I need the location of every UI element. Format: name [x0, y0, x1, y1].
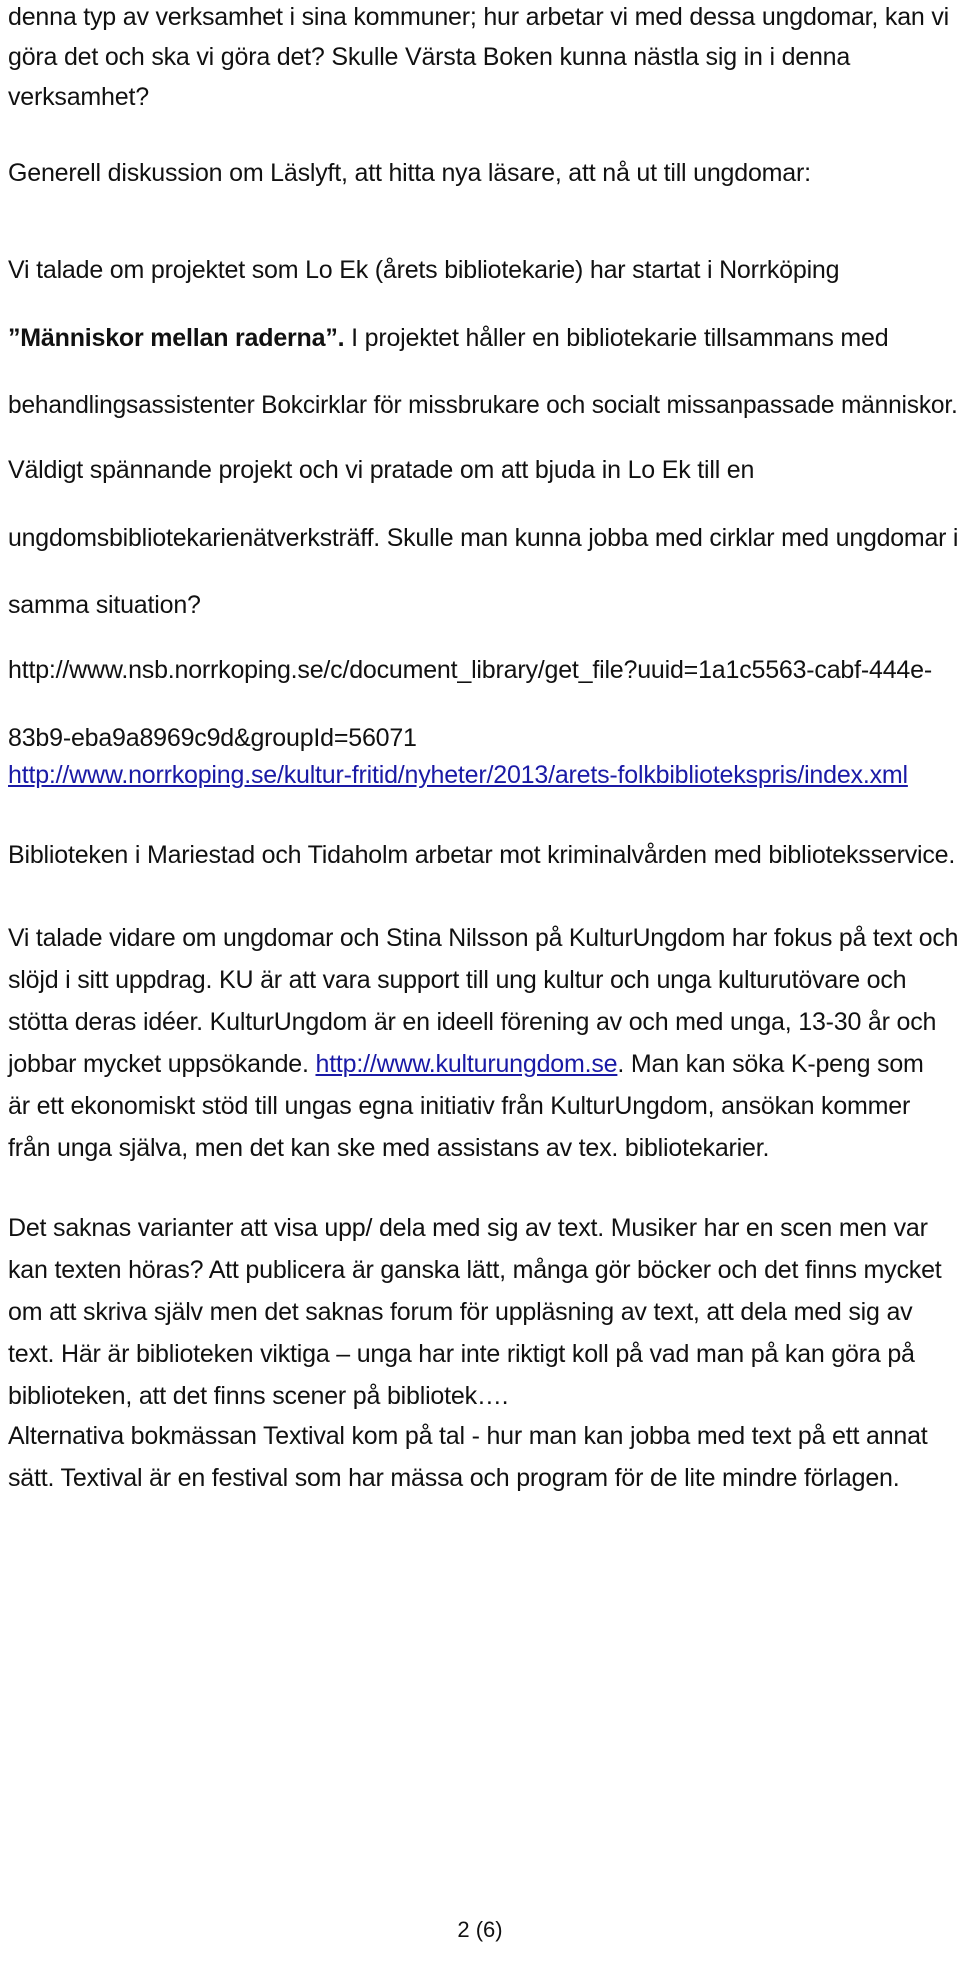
paragraph-line: stötta deras idéer. KulturUngdom är en ideell förening av och med unga, 13-30 år och [8, 1008, 937, 1036]
paragraph-line: är ett ekonomiskt stöd till ungas egna initiativ från KulturUngdom, ansökan kommer [8, 1092, 911, 1120]
paragraph-line: behandlingsassistenter Bokcirklar för missbrukare och socialt missanpassade människor. [8, 391, 958, 419]
paragraph-line: om att skriva själv men det saknas forum för uppläsning av text, att dela med sig av [8, 1298, 913, 1326]
paragraph-line: Alternativa bokmässan Textival kom på tal - hur man kan jobba med text på ett annat [8, 1422, 928, 1450]
project-name: ”Människor mellan raderna”. [8, 324, 345, 352]
kulturungdom-link[interactable]: http://www.kulturungdom.se [315, 1050, 618, 1078]
paragraph-line: verksamhet? [8, 83, 149, 111]
paragraph-line: kan texten höras? Att publicera är ganska lätt, många gör böcker och det finns mycket [8, 1256, 942, 1284]
paragraph-line: Vi talade om projektet som Lo Ek (årets bibliotekarie) har startat i Norrköping [8, 256, 840, 284]
paragraph-line: göra det och ska vi göra det? Skulle Värsta Boken kunna nästla sig in i denna [8, 43, 851, 71]
nsb-url-line-2: 83b9-eba9a8969c9d&groupId=56071 [8, 724, 417, 752]
paragraph-text: I projektet håller en bibliotekarie tillsammans med [344, 324, 889, 352]
paragraph-line: ungdomsbibliotekarienätverksträff. Skulle man kunna jobba med cirklar med ungdomar i [8, 524, 959, 552]
paragraph-line: från unga själva, men det kan ske med assistans av tex. bibliotekarier. [8, 1134, 770, 1162]
norrkoping-link-text[interactable]: http://www.norrkoping.se/kultur-fritid/nyheter/2013/arets-folkbibliotekspris/index.xml [8, 761, 908, 789]
paragraph-line: text. Här är biblioteken viktiga – unga har inte riktigt koll på vad man på kan göra på [8, 1340, 915, 1368]
paragraph-line: Väldigt spännande projekt och vi pratade om att bjuda in Lo Ek till en [8, 456, 755, 484]
paragraph-text: jobbar mycket uppsökande. [8, 1050, 316, 1078]
paragraph-text: . Man kan söka K-peng som [617, 1050, 924, 1078]
paragraph-line: sätt. Textival är en festival som har mässa och program för de lite mindre förlagen. [8, 1464, 900, 1492]
page-number: 2 (6) [457, 1917, 503, 1942]
norrkoping-link[interactable] [8, 760, 908, 790]
paragraph-line: Det saknas varianter att visa upp/ dela med sig av text. Musiker har en scen men var [8, 1214, 928, 1242]
paragraph-line [8, 323, 888, 353]
paragraph-line: slöjd i sitt uppdrag. KU är att vara support till ung kultur och unga kulturutövare och [8, 966, 907, 994]
paragraph-line [8, 1049, 924, 1079]
paragraph-line: biblioteken, att det finns scener på bibliotek…. [8, 1382, 509, 1410]
section-heading: Generell diskussion om Läslyft, att hitta nya läsare, att nå ut till ungdomar: [8, 159, 811, 187]
paragraph-line: denna typ av verksamhet i sina kommuner; hur arbetar vi med dessa ungdomar, kan vi [8, 3, 950, 31]
nsb-url-line-1: http://www.nsb.norrkoping.se/c/document_library/get_file?uuid=1a1c5563-cabf-444e- [8, 656, 932, 684]
paragraph-line: Vi talade vidare om ungdomar och Stina Nilsson på KulturUngdom har fokus på text och [8, 924, 959, 952]
paragraph-line: samma situation? [8, 591, 201, 619]
paragraph-line: Biblioteken i Mariestad och Tidaholm arbetar mot kriminalvården med biblioteksservice. [8, 841, 956, 869]
